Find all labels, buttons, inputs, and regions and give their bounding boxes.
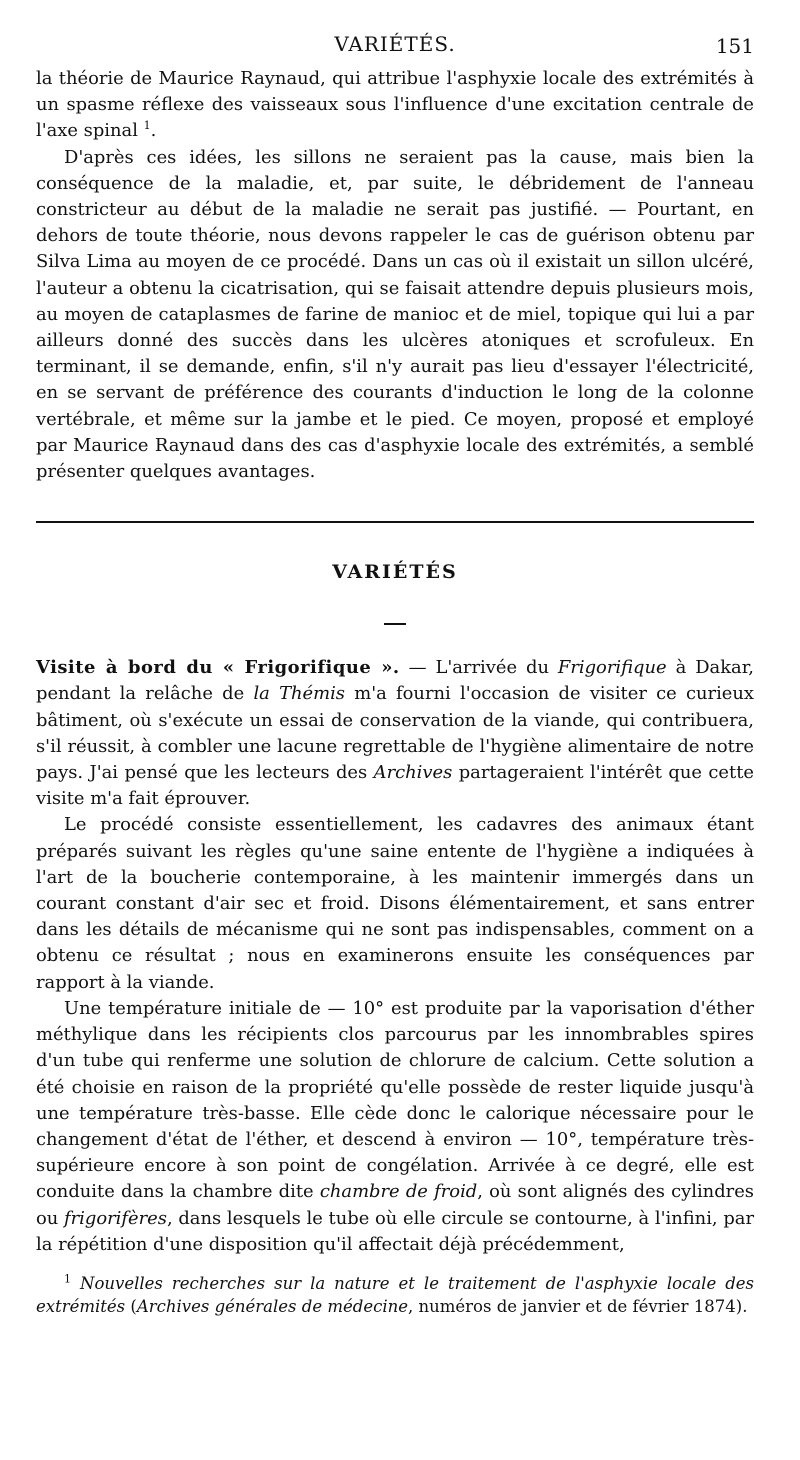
text: — L'arrivée du <box>399 657 558 679</box>
continued-text <box>36 66 754 485</box>
heading-dash <box>384 623 406 625</box>
footnote-marker: 1 <box>64 1272 71 1286</box>
page-number: 151 <box>715 34 754 58</box>
running-title: VARIÉTÉS. <box>334 32 456 56</box>
journal-name: Archives générales de médecine <box>136 1296 408 1316</box>
running-head <box>36 0 754 66</box>
journal-name: Archives <box>373 762 453 784</box>
ship-name: Frigorifique <box>557 657 667 679</box>
text: la théorie de Maurice Raynaud, qui attribue l'asphyxie locale des extrémités à un spasme réflexe des vaisseaux sous l'influence d'une excitation centrale de l'axe spinal <box>36 68 754 142</box>
text: Une température initiale de — 10° est produite par la vaporisation d'éther méthylique dans les récipients clos parcourus par les innombrables spires d'un tube qui renferme une solution de chlorure de calcium. Cette solution a été choisie en raison de la propriété qu'elle possède de rester liquide jusqu'à une température très-basse. Elle cède donc le calorique nécessaire pour le changement d'état de l'éther, et descend à environ — 10°, température très-supérieure encore à son point de congélation. Arrivée à ce degré, elle est conduite dans la chambre dite <box>36 997 754 1203</box>
text: à Dakar, pendant la relâche de <box>36 657 754 705</box>
emphasis: chambre de froid <box>319 1181 478 1203</box>
text: ( <box>125 1296 137 1316</box>
text: partageraient l'intérêt que cette visite m'a fait éprouver. <box>36 762 754 810</box>
article-lead: Visite à bord du « Frigorifique ». <box>36 657 400 679</box>
paragraph: D'après ces idées, les sillons ne seraient pas la cause, mais bien la conséquence de la maladie, et, par suite, le débridement de l'anneau constricteur au début de la maladie ne serait pas justifié. — Pourtant, en dehors de toute théorie, nous devons rappeler le cas de guérison obtenu par Silva Lima au moyen de ce procédé. Dans un cas où il existait un sillon ulcéré, l'auteur a obtenu la cicatrisation, qui se faisait attendre depuis plusieurs mois, au moyen de cataplasmes de farine de manioc et de miel, topique qui lui a par ailleurs donné des succès dans les ulcères atoniques et scrofuleux. En terminant, il se demande, enfin, s'il n'y aurait pas lieu d'essayer l'électricité, en se servant de préférence des courants d'induction le long de la colonne vertébrale, et même sur la jambe et le pied. Ce moyen, proposé et employé par Maurice Raynaud dans des cas d'asphyxie locale des extrémités, a semblé présenter quelques avantages. <box>36 146 754 483</box>
text: , où sont alignés des cylindres ou <box>36 1181 754 1229</box>
section-heading: VARIÉTÉS <box>332 561 458 584</box>
paragraph <box>36 655 754 812</box>
article <box>36 655 754 1258</box>
paragraph <box>36 66 754 145</box>
paragraph <box>36 996 754 1258</box>
footnote <box>36 1272 754 1318</box>
text: m'a fourni l'occasion de visiter ce curieux bâtiment, où s'exécute un essai de conservation de la viande, qui contribuera, s'il réussit, à combler une lacune regrettable de l'hygiène alimentaire de notre pays. J'ai pensé que les lecteurs des <box>36 683 754 784</box>
text: Nouvelles recherches sur la nature et le traitement de l'asphyxie locale des extrémités <box>36 1273 755 1316</box>
text: , numéros de janvier et de février 1874). <box>408 1296 748 1316</box>
emphasis: frigorifères <box>64 1207 167 1229</box>
ship-name: la Thémis <box>253 683 345 705</box>
text: , dans lesquels le tube où elle circule se contourne, à l'infini, par la répétition d'une disposition qu'il affectait déjà précédemment, <box>36 1207 754 1255</box>
footnote-ref: 1 <box>143 119 151 133</box>
text: . <box>150 120 157 142</box>
paragraph: Le procédé consiste essentiellement, les cadavres des animaux étant préparés suivant les règles qu'une saine entente de l'hygiène a indiquées à l'art de la boucherie contemporaine, à les maintenir immergés dans un courant constant d'air sec et froid. Disons élémentairement, et sans entrer dans les détails de mécanisme qui ne sont pas indispensables, comment on a obtenu ce résultat ; nous en examinerons ensuite les conséquences par rapport à la viande. <box>36 814 754 993</box>
section-divider <box>36 521 754 523</box>
